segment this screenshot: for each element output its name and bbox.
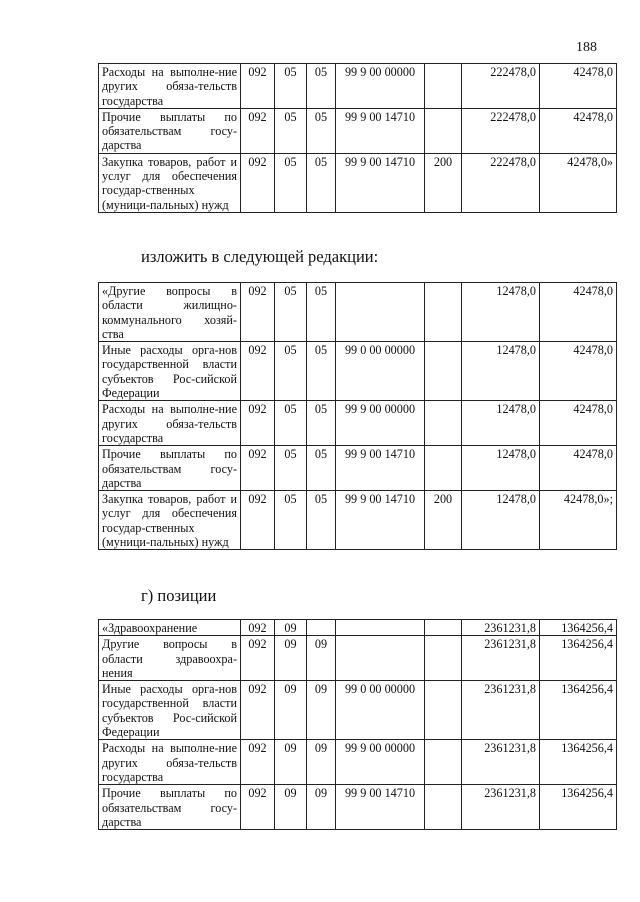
amount-1-cell: 12478,0 [462, 342, 540, 401]
section-cell: 05 [275, 342, 307, 401]
budget-table-1 [98, 63, 617, 213]
subsection-cell: 05 [307, 401, 336, 446]
section-cell: 05 [275, 64, 307, 109]
expense-type-cell: 200 [425, 153, 462, 212]
amount-1-cell: 2361231,8 [462, 785, 540, 830]
table-row [99, 401, 617, 446]
amount-2-cell: 1364256,4 [540, 785, 617, 830]
restate-label: изложить в следующей редакции: [141, 247, 379, 266]
subsection-cell: 05 [307, 342, 336, 401]
admin-code-cell: 092 [241, 620, 275, 636]
amount-1-cell: 12478,0 [462, 283, 540, 342]
section-cell: 05 [275, 283, 307, 342]
table-row [99, 636, 617, 681]
subsection-cell: 09 [307, 740, 336, 785]
expense-type-cell [425, 283, 462, 342]
table-row [99, 153, 617, 212]
target-article-cell: 99 9 00 00000 [336, 740, 425, 785]
admin-code-cell: 092 [241, 785, 275, 830]
expense-type-cell [425, 785, 462, 830]
section-cell: 05 [275, 401, 307, 446]
table-row [99, 64, 617, 109]
amount-1-cell: 222478,0 [462, 64, 540, 109]
table-row [99, 342, 617, 401]
target-article-cell: 99 9 00 14710 [336, 153, 425, 212]
target-article-cell: 99 0 00 00000 [336, 681, 425, 740]
amount-2-cell: 1364256,4 [540, 681, 617, 740]
expense-type-cell [425, 108, 462, 153]
row-name-cell: Иные расходы орга-нов государственной власти субъектов Рос-сийской Федерации [99, 342, 241, 401]
amount-1-cell: 12478,0 [462, 491, 540, 550]
amount-2-cell: 1364256,4 [540, 636, 617, 681]
expense-type-cell [425, 342, 462, 401]
amount-1-cell: 2361231,8 [462, 620, 540, 636]
amount-1-cell: 2361231,8 [462, 636, 540, 681]
subsection-cell: 05 [307, 108, 336, 153]
row-name-cell: Закупка товаров, работ и услуг для обеспечения государ-ственных (муници-пальных) нужд [99, 491, 241, 550]
row-name-cell: «Здравоохранение [99, 620, 241, 636]
amount-1-cell: 222478,0 [462, 108, 540, 153]
page-number: 188 [576, 40, 597, 55]
amount-1-cell: 12478,0 [462, 401, 540, 446]
admin-code-cell: 092 [241, 342, 275, 401]
target-article-cell: 99 9 00 00000 [336, 401, 425, 446]
row-name-cell: Расходы на выполне-ние других обяза-тельств государства [99, 64, 241, 109]
target-article-cell: 99 9 00 14710 [336, 491, 425, 550]
target-article-cell [336, 620, 425, 636]
expense-type-cell [425, 681, 462, 740]
target-article-cell: 99 0 00 00000 [336, 342, 425, 401]
admin-code-cell: 092 [241, 401, 275, 446]
table-row [99, 740, 617, 785]
amount-2-cell: 42478,0 [540, 401, 617, 446]
target-article-cell: 99 9 00 14710 [336, 108, 425, 153]
expense-type-cell [425, 446, 462, 491]
table-row [99, 620, 617, 636]
table-row [99, 283, 617, 342]
amount-2-cell: 42478,0 [540, 108, 617, 153]
target-article-cell: 99 9 00 00000 [336, 64, 425, 109]
section-cell: 09 [275, 681, 307, 740]
row-name-cell: Прочие выплаты по обязательствам госу-дарства [99, 108, 241, 153]
target-article-cell: 99 9 00 14710 [336, 446, 425, 491]
expense-type-cell [425, 636, 462, 681]
admin-code-cell: 092 [241, 108, 275, 153]
amount-2-cell: 42478,0 [540, 446, 617, 491]
row-name-cell: Иные расходы орга-нов государственной власти субъектов Рос-сийской Федерации [99, 681, 241, 740]
table-row [99, 491, 617, 550]
budget-table-3 [98, 619, 617, 830]
table-row [99, 681, 617, 740]
subsection-cell: 09 [307, 636, 336, 681]
section-cell: 09 [275, 740, 307, 785]
admin-code-cell: 092 [241, 636, 275, 681]
subsection-cell [307, 620, 336, 636]
admin-code-cell: 092 [241, 64, 275, 109]
section-cell: 09 [275, 620, 307, 636]
section-cell: 05 [275, 108, 307, 153]
table-row [99, 108, 617, 153]
target-article-cell: 99 9 00 14710 [336, 785, 425, 830]
row-name-cell: Расходы на выполне-ние других обяза-тельств государства [99, 401, 241, 446]
positions-label: г) позиции [141, 586, 217, 605]
table-row [99, 446, 617, 491]
row-name-cell: Закупка товаров, работ и услуг для обеспечения государ-ственных (муници-пальных) нужд [99, 153, 241, 212]
subsection-cell: 05 [307, 64, 336, 109]
subsection-cell: 05 [307, 153, 336, 212]
admin-code-cell: 092 [241, 740, 275, 785]
amount-1-cell: 2361231,8 [462, 740, 540, 785]
admin-code-cell: 092 [241, 283, 275, 342]
subsection-cell: 05 [307, 446, 336, 491]
subsection-cell: 05 [307, 283, 336, 342]
amount-1-cell: 2361231,8 [462, 681, 540, 740]
section-cell: 09 [275, 636, 307, 681]
target-article-cell [336, 283, 425, 342]
table-row [99, 785, 617, 830]
expense-type-cell: 200 [425, 491, 462, 550]
section-cell: 05 [275, 153, 307, 212]
section-cell: 05 [275, 446, 307, 491]
row-name-cell: «Другие вопросы в области жилищно-коммунального хозяй-ства [99, 283, 241, 342]
target-article-cell [336, 636, 425, 681]
subsection-cell: 05 [307, 491, 336, 550]
section-cell: 05 [275, 491, 307, 550]
row-name-cell: Прочие выплаты по обязательствам госу-дарства [99, 446, 241, 491]
amount-2-cell: 1364256,4 [540, 740, 617, 785]
amount-1-cell: 222478,0 [462, 153, 540, 212]
admin-code-cell: 092 [241, 153, 275, 212]
admin-code-cell: 092 [241, 681, 275, 740]
amount-2-cell: 42478,0 [540, 342, 617, 401]
expense-type-cell [425, 401, 462, 446]
amount-1-cell: 12478,0 [462, 446, 540, 491]
budget-table-2 [98, 282, 617, 550]
amount-2-cell: 42478,0 [540, 64, 617, 109]
row-name-cell: Другие вопросы в области здравоохра-нения [99, 636, 241, 681]
subsection-cell: 09 [307, 785, 336, 830]
expense-type-cell [425, 620, 462, 636]
amount-2-cell: 42478,0»; [540, 491, 617, 550]
expense-type-cell [425, 64, 462, 109]
admin-code-cell: 092 [241, 446, 275, 491]
admin-code-cell: 092 [241, 491, 275, 550]
subsection-cell: 09 [307, 681, 336, 740]
amount-2-cell: 42478,0 [540, 283, 617, 342]
amount-2-cell: 1364256,4 [540, 620, 617, 636]
row-name-cell: Прочие выплаты по обязательствам госу-дарства [99, 785, 241, 830]
amount-2-cell: 42478,0» [540, 153, 617, 212]
section-cell: 09 [275, 785, 307, 830]
row-name-cell: Расходы на выполне-ние других обяза-тельств государства [99, 740, 241, 785]
expense-type-cell [425, 740, 462, 785]
